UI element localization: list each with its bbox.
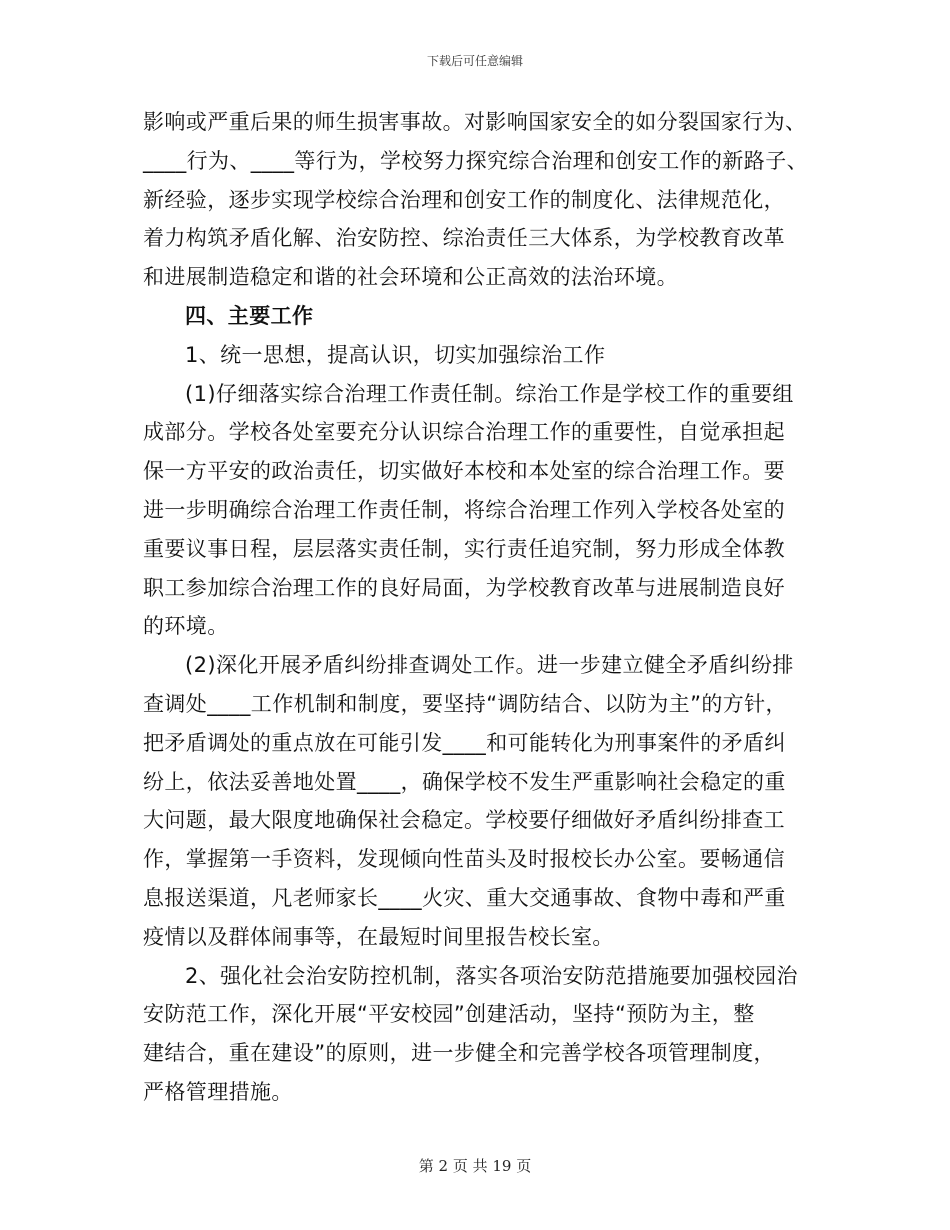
text-line: 的环境。: [143, 614, 229, 639]
text-line: 纷上，依法妥善地处置____，确保学校不发生严重影响社会稳定的重: [143, 769, 786, 794]
text-line: 新经验，逐步实现学校综合治理和创安工作的制度化、法律规范化，: [143, 187, 785, 212]
text-line: 影响或严重后果的师生损害事故。对影响国家安全的如分裂国家行为、: [143, 110, 807, 134]
text-line: 作，掌握第一手资料，发现倾向性苗头及时报校长办公室。要畅通信: [143, 847, 785, 872]
page-number: 第 2 页 共 19 页: [418, 1157, 532, 1175]
text-line: 安防范工作，深化开展“平安校园”创建活动，坚持“预防为主，整: [143, 1002, 755, 1027]
text-line: 成部分。学校各处室要充分认识综合治理工作的重要性，自觉承担起: [143, 420, 785, 445]
text-line: (2)深化开展矛盾纠纷排查调处工作。进一步建立健全矛盾纠纷排: [185, 653, 794, 678]
download-note: 下载后可任意编辑: [426, 54, 523, 68]
section-heading: 四、主要工作: [185, 303, 314, 328]
text-line: 疫情以及群体闹事等，在最短时间里报告校长室。: [143, 924, 614, 949]
text-line: 保一方平安的政治责任，切实做好本校和本处室的综合治理工作。要: [143, 459, 785, 484]
text-line: 重要议事日程，层层落实责任制，实行责任追究制，努力形成全体教: [143, 536, 785, 561]
text-line: 把矛盾调处的重点放在可能引发____和可能转化为刑事案件的矛盾纠: [143, 730, 786, 755]
text-line: 进一步明确综合治理工作责任制，将综合治理工作列入学校各处室的: [143, 497, 785, 522]
text-line: 和进展制造稳定和谐的社会环境和公正高效的法治环境。: [143, 265, 678, 290]
text-line: 建结合，重在建设”的原则，进一步健全和完善学校各项管理制度，: [143, 1041, 775, 1066]
text-line: 大问题，最大限度地确保社会稳定。学校要仔细做好矛盾纠纷排查工: [143, 808, 785, 833]
text-line: 严格管理措施。: [143, 1079, 293, 1104]
text-line: 着力构筑矛盾化解、治安防控、综治责任三大体系，为学校教育改革: [143, 226, 785, 251]
text-line: ____行为、____等行为，学校努力探究综合治理和创安工作的新路子、: [143, 148, 808, 173]
text-line: 2、强化社会治安防控机制，落实各项治安防范措施要加强校园治: [185, 963, 798, 988]
text-line: 查调处____工作机制和制度，要坚持“调防结合、以防为主”的方针，: [143, 691, 787, 716]
subsection-heading: 1、统一思想，提高认识，切实加强综治工作: [185, 342, 606, 367]
text-line: 职工参加综合治理工作的良好局面，为学校教育改革与进展制造良好: [143, 575, 785, 600]
text-line: (1)仔细落实综合治理工作责任制。综治工作是学校工作的重要组: [185, 381, 794, 406]
text-line: 息报送渠道，凡老师家长____火灾、重大交通事故、食物中毒和严重: [143, 885, 786, 910]
document-body: [143, 103, 813, 1112]
